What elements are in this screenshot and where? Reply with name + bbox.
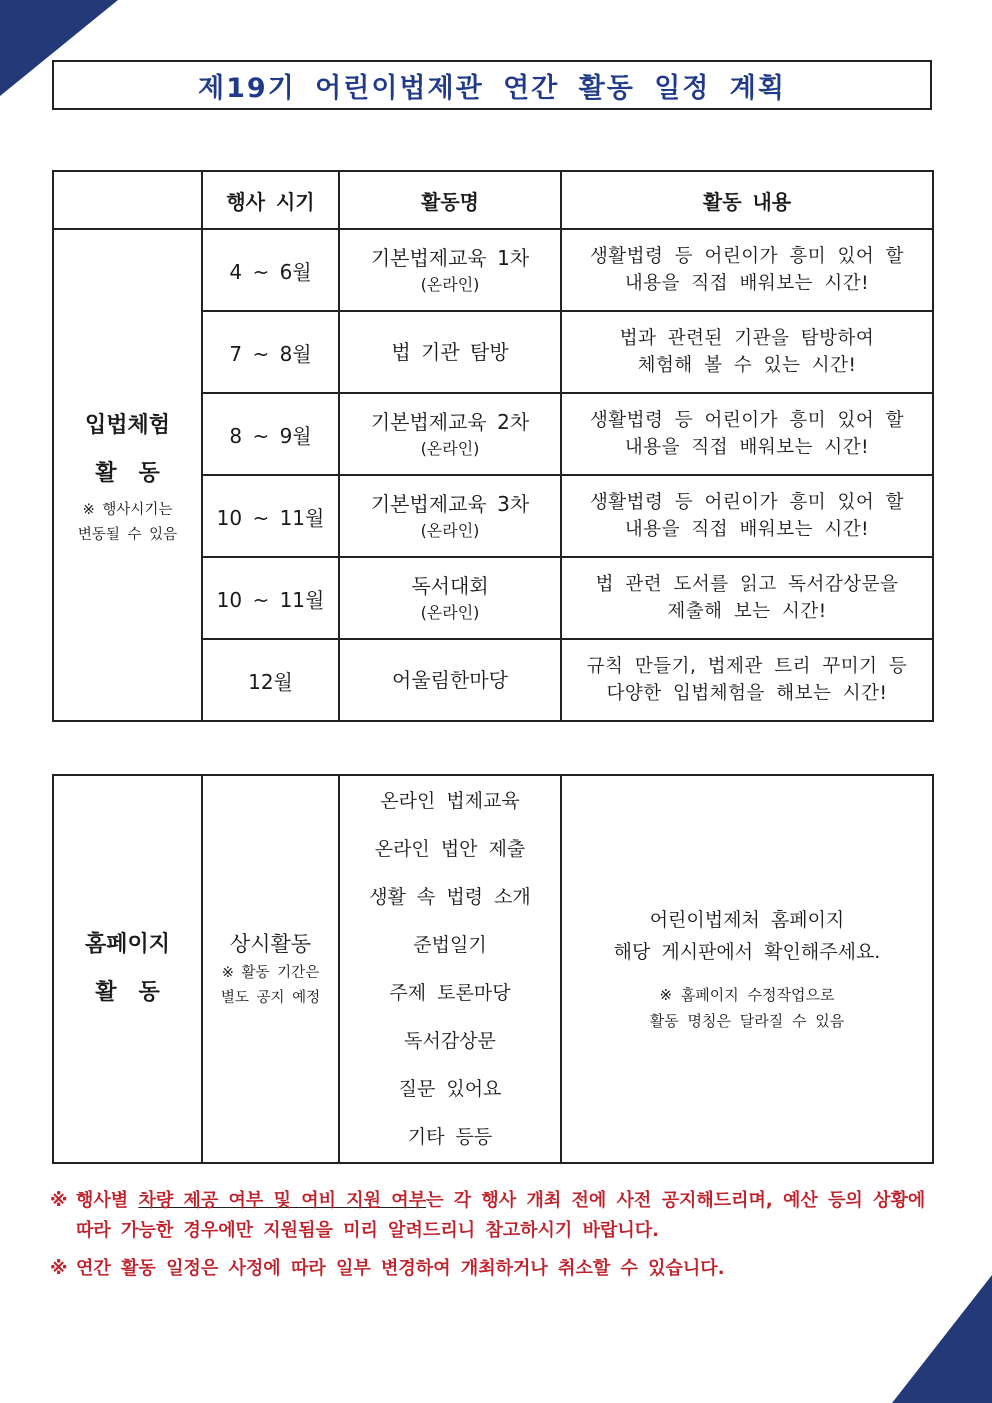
period-cell: 7 ~ 8월 bbox=[202, 311, 339, 393]
table-row bbox=[53, 229, 933, 311]
table-header-row bbox=[53, 171, 933, 229]
header-activity-name: 활동명 bbox=[339, 171, 561, 229]
activity-list-cell bbox=[339, 775, 561, 1163]
content-line: 내용을 직접 배워보는 시간! bbox=[624, 273, 870, 294]
activity-content-cell bbox=[561, 229, 933, 311]
activity-name-cell bbox=[339, 475, 561, 557]
content-note: ※ 홈페이지 수정작업으로 bbox=[659, 986, 835, 1004]
list-item: 온라인 법제교육 bbox=[380, 790, 520, 812]
footnote bbox=[50, 1254, 950, 1284]
period-cell: 12월 bbox=[202, 639, 339, 721]
category-note: ※ 행사시기는 bbox=[82, 502, 173, 518]
activity-name-cell bbox=[339, 311, 561, 393]
category-title: 홈페이지 bbox=[84, 932, 170, 957]
activity-sub: (온라인) bbox=[420, 521, 480, 540]
header-period: 행사 시기 bbox=[202, 171, 339, 229]
activity-content-cell bbox=[561, 775, 933, 1163]
activity-name-cell bbox=[339, 393, 561, 475]
header-activity-content: 활동 내용 bbox=[561, 171, 933, 229]
activity-content-cell bbox=[561, 311, 933, 393]
activity-name: 기본법제교육 1차 bbox=[370, 246, 530, 270]
activity-sub: (온라인) bbox=[420, 439, 480, 458]
period-note: ※ 활동 기간은 bbox=[221, 965, 320, 981]
table-row bbox=[53, 775, 933, 1163]
list-item: 기타 등등 bbox=[407, 1126, 493, 1148]
period-cell: 4 ~ 6월 bbox=[202, 229, 339, 311]
activity-name: 독서대회 bbox=[411, 574, 489, 598]
schedule-table bbox=[52, 170, 934, 722]
content-line: 해당 게시판에서 확인해주세요. bbox=[613, 941, 881, 963]
activity-content-cell bbox=[561, 639, 933, 721]
homepage-activity-table bbox=[52, 774, 934, 1164]
category-title: 활 동 bbox=[95, 461, 160, 486]
content-line: 체험해 볼 수 있는 시간! bbox=[637, 355, 857, 376]
activity-name-cell bbox=[339, 229, 561, 311]
footnote-text: 연간 활동 일정은 사정에 따라 일부 변경하여 개최하거나 취소할 수 있습니다. bbox=[76, 1258, 725, 1279]
page-title: 제19기 어린이법제관 연간 활동 일정 계획 bbox=[198, 72, 786, 104]
activity-sub: (온라인) bbox=[420, 603, 480, 622]
period-note: 별도 공지 예정 bbox=[220, 990, 321, 1006]
corner-decoration-bottom-right bbox=[892, 1275, 992, 1403]
list-item: 독서감상문 bbox=[404, 1030, 496, 1052]
activity-sub: (온라인) bbox=[420, 275, 480, 294]
content-line: 내용을 직접 배워보는 시간! bbox=[624, 519, 870, 540]
period-cell bbox=[202, 775, 339, 1163]
page-title-box bbox=[52, 60, 932, 110]
activity-content-cell bbox=[561, 393, 933, 475]
activity-name-cell bbox=[339, 639, 561, 721]
category-title: 활 동 bbox=[95, 980, 160, 1005]
content-line: 생활법령 등 어린이가 흥미 있어 할 bbox=[589, 492, 905, 513]
period-cell: 8 ~ 9월 bbox=[202, 393, 339, 475]
category-title: 입법체험 bbox=[84, 413, 170, 438]
activity-name: 기본법제교육 3차 bbox=[370, 492, 530, 516]
activity-name: 법 기관 탐방 bbox=[391, 340, 509, 364]
content-line: 법과 관련된 기관을 탐방하여 bbox=[619, 328, 875, 349]
list-item: 주제 토론마당 bbox=[389, 982, 511, 1004]
footnote-underlined-text: 차량 제공 여부 및 여비 지원 여부 bbox=[138, 1190, 427, 1211]
list-item: 준법일기 bbox=[413, 934, 487, 956]
activity-content-cell bbox=[561, 557, 933, 639]
content-line: 내용을 직접 배워보는 시간! bbox=[624, 437, 870, 458]
period-cell: 10 ~ 11월 bbox=[202, 475, 339, 557]
category-note: 변동될 수 있음 bbox=[77, 527, 178, 543]
content-line: 생활법령 등 어린이가 흥미 있어 할 bbox=[589, 246, 905, 267]
content-line: 규칙 만들기, 법제관 트리 꾸미기 등 bbox=[586, 656, 908, 677]
reference-mark: ※ bbox=[50, 1258, 68, 1279]
activity-name-cell bbox=[339, 557, 561, 639]
activity-content-cell bbox=[561, 475, 933, 557]
activity-name: 어울림한마당 bbox=[392, 668, 508, 692]
period-cell: 10 ~ 11월 bbox=[202, 557, 339, 639]
content-line: 제출해 보는 시간! bbox=[667, 601, 827, 622]
list-item: 생활 속 법령 소개 bbox=[369, 886, 531, 908]
footnote-text: 는 각 행사 개최 전에 사전 공지해드리며, 예산 등의 상황에 따라 가능한 경우에만 지원됨을 미리 알려드리니 참고하시기 바랍니다. bbox=[76, 1190, 926, 1241]
reference-mark: ※ bbox=[50, 1190, 68, 1211]
list-item: 질문 있어요 bbox=[398, 1078, 502, 1100]
header-empty bbox=[53, 171, 202, 229]
category-cell bbox=[53, 775, 202, 1163]
content-line: 어린이법제처 홈페이지 bbox=[649, 909, 845, 931]
content-note: 활동 명칭은 달라질 수 있음 bbox=[649, 1012, 845, 1030]
category-cell bbox=[53, 229, 202, 721]
activity-name: 기본법제교육 2차 bbox=[370, 410, 530, 434]
footnote-text: 행사별 bbox=[76, 1190, 139, 1211]
list-item: 온라인 법안 제출 bbox=[374, 838, 526, 860]
period-main: 상시활동 bbox=[229, 932, 312, 956]
content-line: 다양한 입법체험을 해보는 시간! bbox=[606, 683, 888, 704]
content-line: 법 관련 도서를 읽고 독서감상문을 bbox=[595, 574, 899, 595]
footnote bbox=[50, 1186, 950, 1246]
content-line: 생활법령 등 어린이가 흥미 있어 할 bbox=[589, 410, 905, 431]
footnotes bbox=[50, 1186, 950, 1292]
